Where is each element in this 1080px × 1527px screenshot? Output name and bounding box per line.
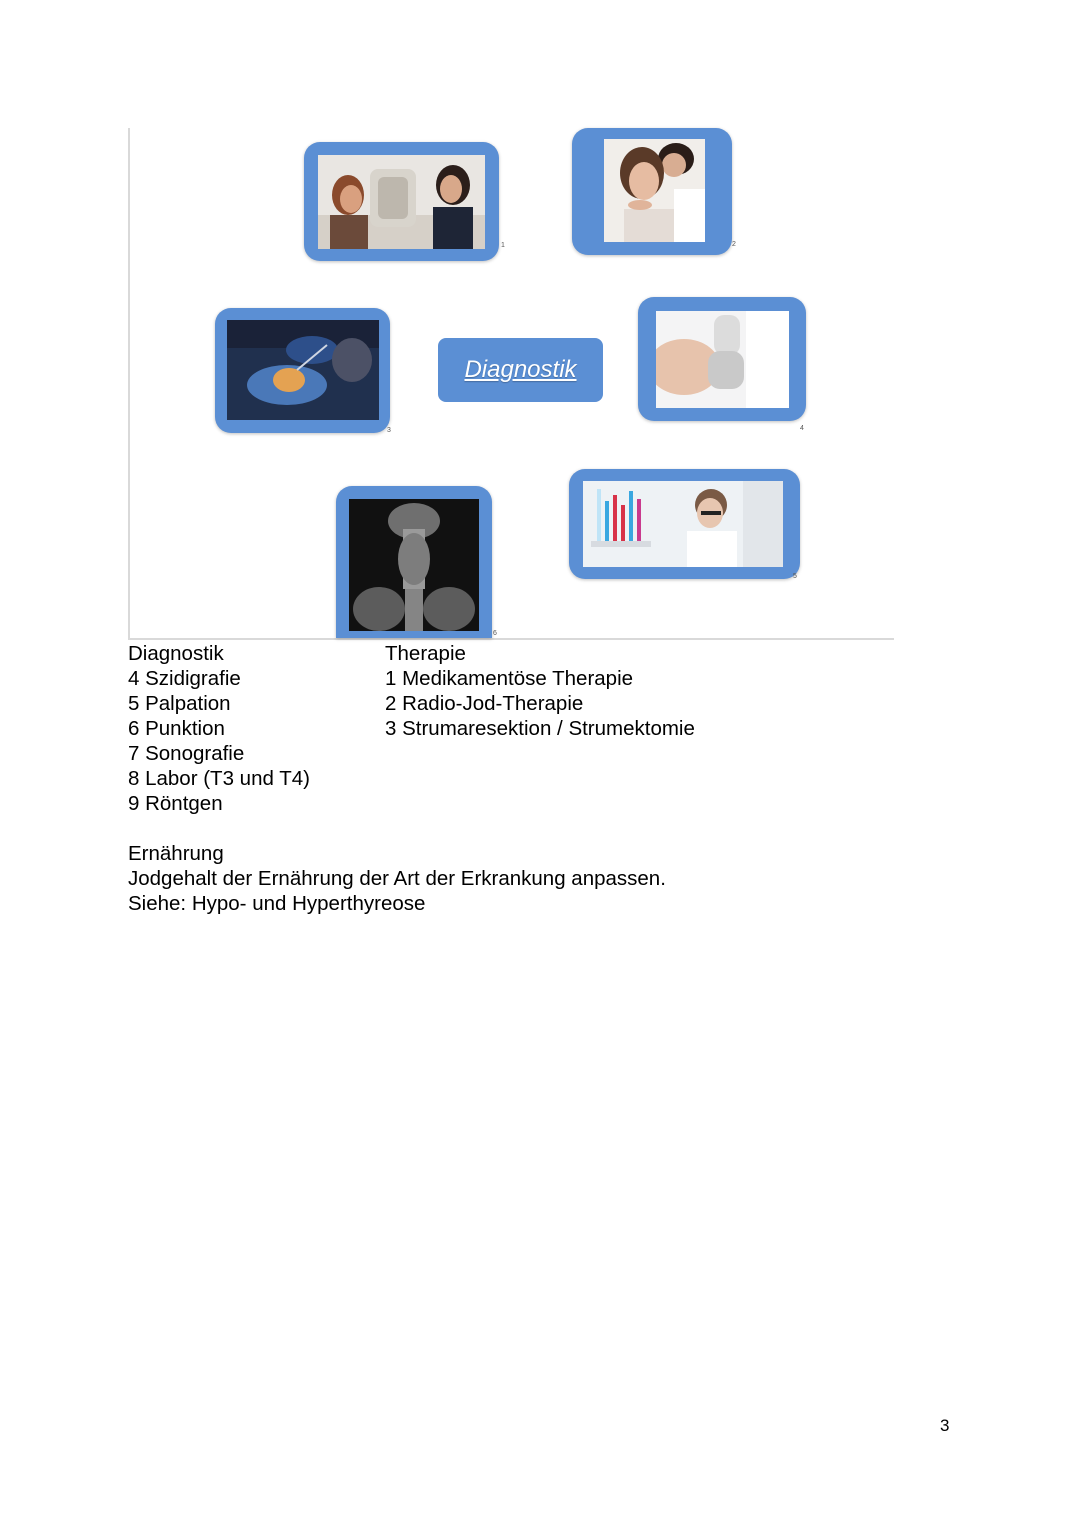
image-number-2: 2	[732, 241, 736, 248]
list-item: 5 Palpation	[128, 692, 231, 715]
list-item: 7 Sonografie	[128, 742, 245, 765]
therapie-list	[385, 641, 695, 741]
diagnostik-heading: Diagnostik	[128, 642, 224, 665]
puncture-photo	[227, 320, 379, 420]
list-item: 6 Punktion	[128, 717, 225, 740]
sonography-photo	[656, 311, 789, 408]
list-item: 4 Szidigrafie	[128, 667, 241, 690]
ernaehrung-line: Jodgehalt der Ernährung der Art der Erkrankung anpassen.	[128, 867, 666, 890]
image-number-1: 1	[501, 242, 505, 249]
ernaehrung-section	[128, 841, 666, 916]
diagnostik-list	[128, 641, 310, 816]
xray-photo	[349, 499, 479, 631]
image-number-3: 3	[387, 427, 391, 434]
photo-frame-5	[569, 469, 800, 579]
list-item: 8 Labor (T3 und T4)	[128, 767, 310, 790]
diagnostics-figure	[128, 128, 894, 640]
photo-frame-6	[336, 486, 497, 638]
ernaehrung-heading: Ernährung	[128, 842, 224, 865]
diagnostik-label-box	[438, 338, 603, 402]
list-item: 1 Medikamentöse Therapie	[385, 667, 634, 690]
palpation-photo	[604, 139, 705, 242]
photo-frame-3	[215, 308, 390, 433]
image-number-6: 6	[493, 630, 497, 637]
image-number-4: 4	[800, 425, 804, 432]
list-item: 2 Radio-Jod-Therapie	[385, 692, 584, 715]
scintigraphy-photo	[318, 155, 485, 249]
ernaehrung-line: Siehe: Hypo- und Hyperthyreose	[128, 892, 426, 915]
list-item: 3 Strumaresektion / Strumektomie	[385, 717, 695, 740]
photo-frame-4	[638, 297, 806, 432]
image-number-5: 5	[793, 573, 797, 580]
therapie-heading: Therapie	[385, 642, 466, 665]
photo-frame-1	[304, 142, 505, 261]
lab-photo	[583, 481, 783, 567]
list-item: 9 Röntgen	[128, 792, 223, 815]
photo-frame-2	[572, 128, 736, 255]
diagnostik-label: Diagnostik	[464, 356, 577, 383]
page-number: 3	[940, 1416, 950, 1435]
